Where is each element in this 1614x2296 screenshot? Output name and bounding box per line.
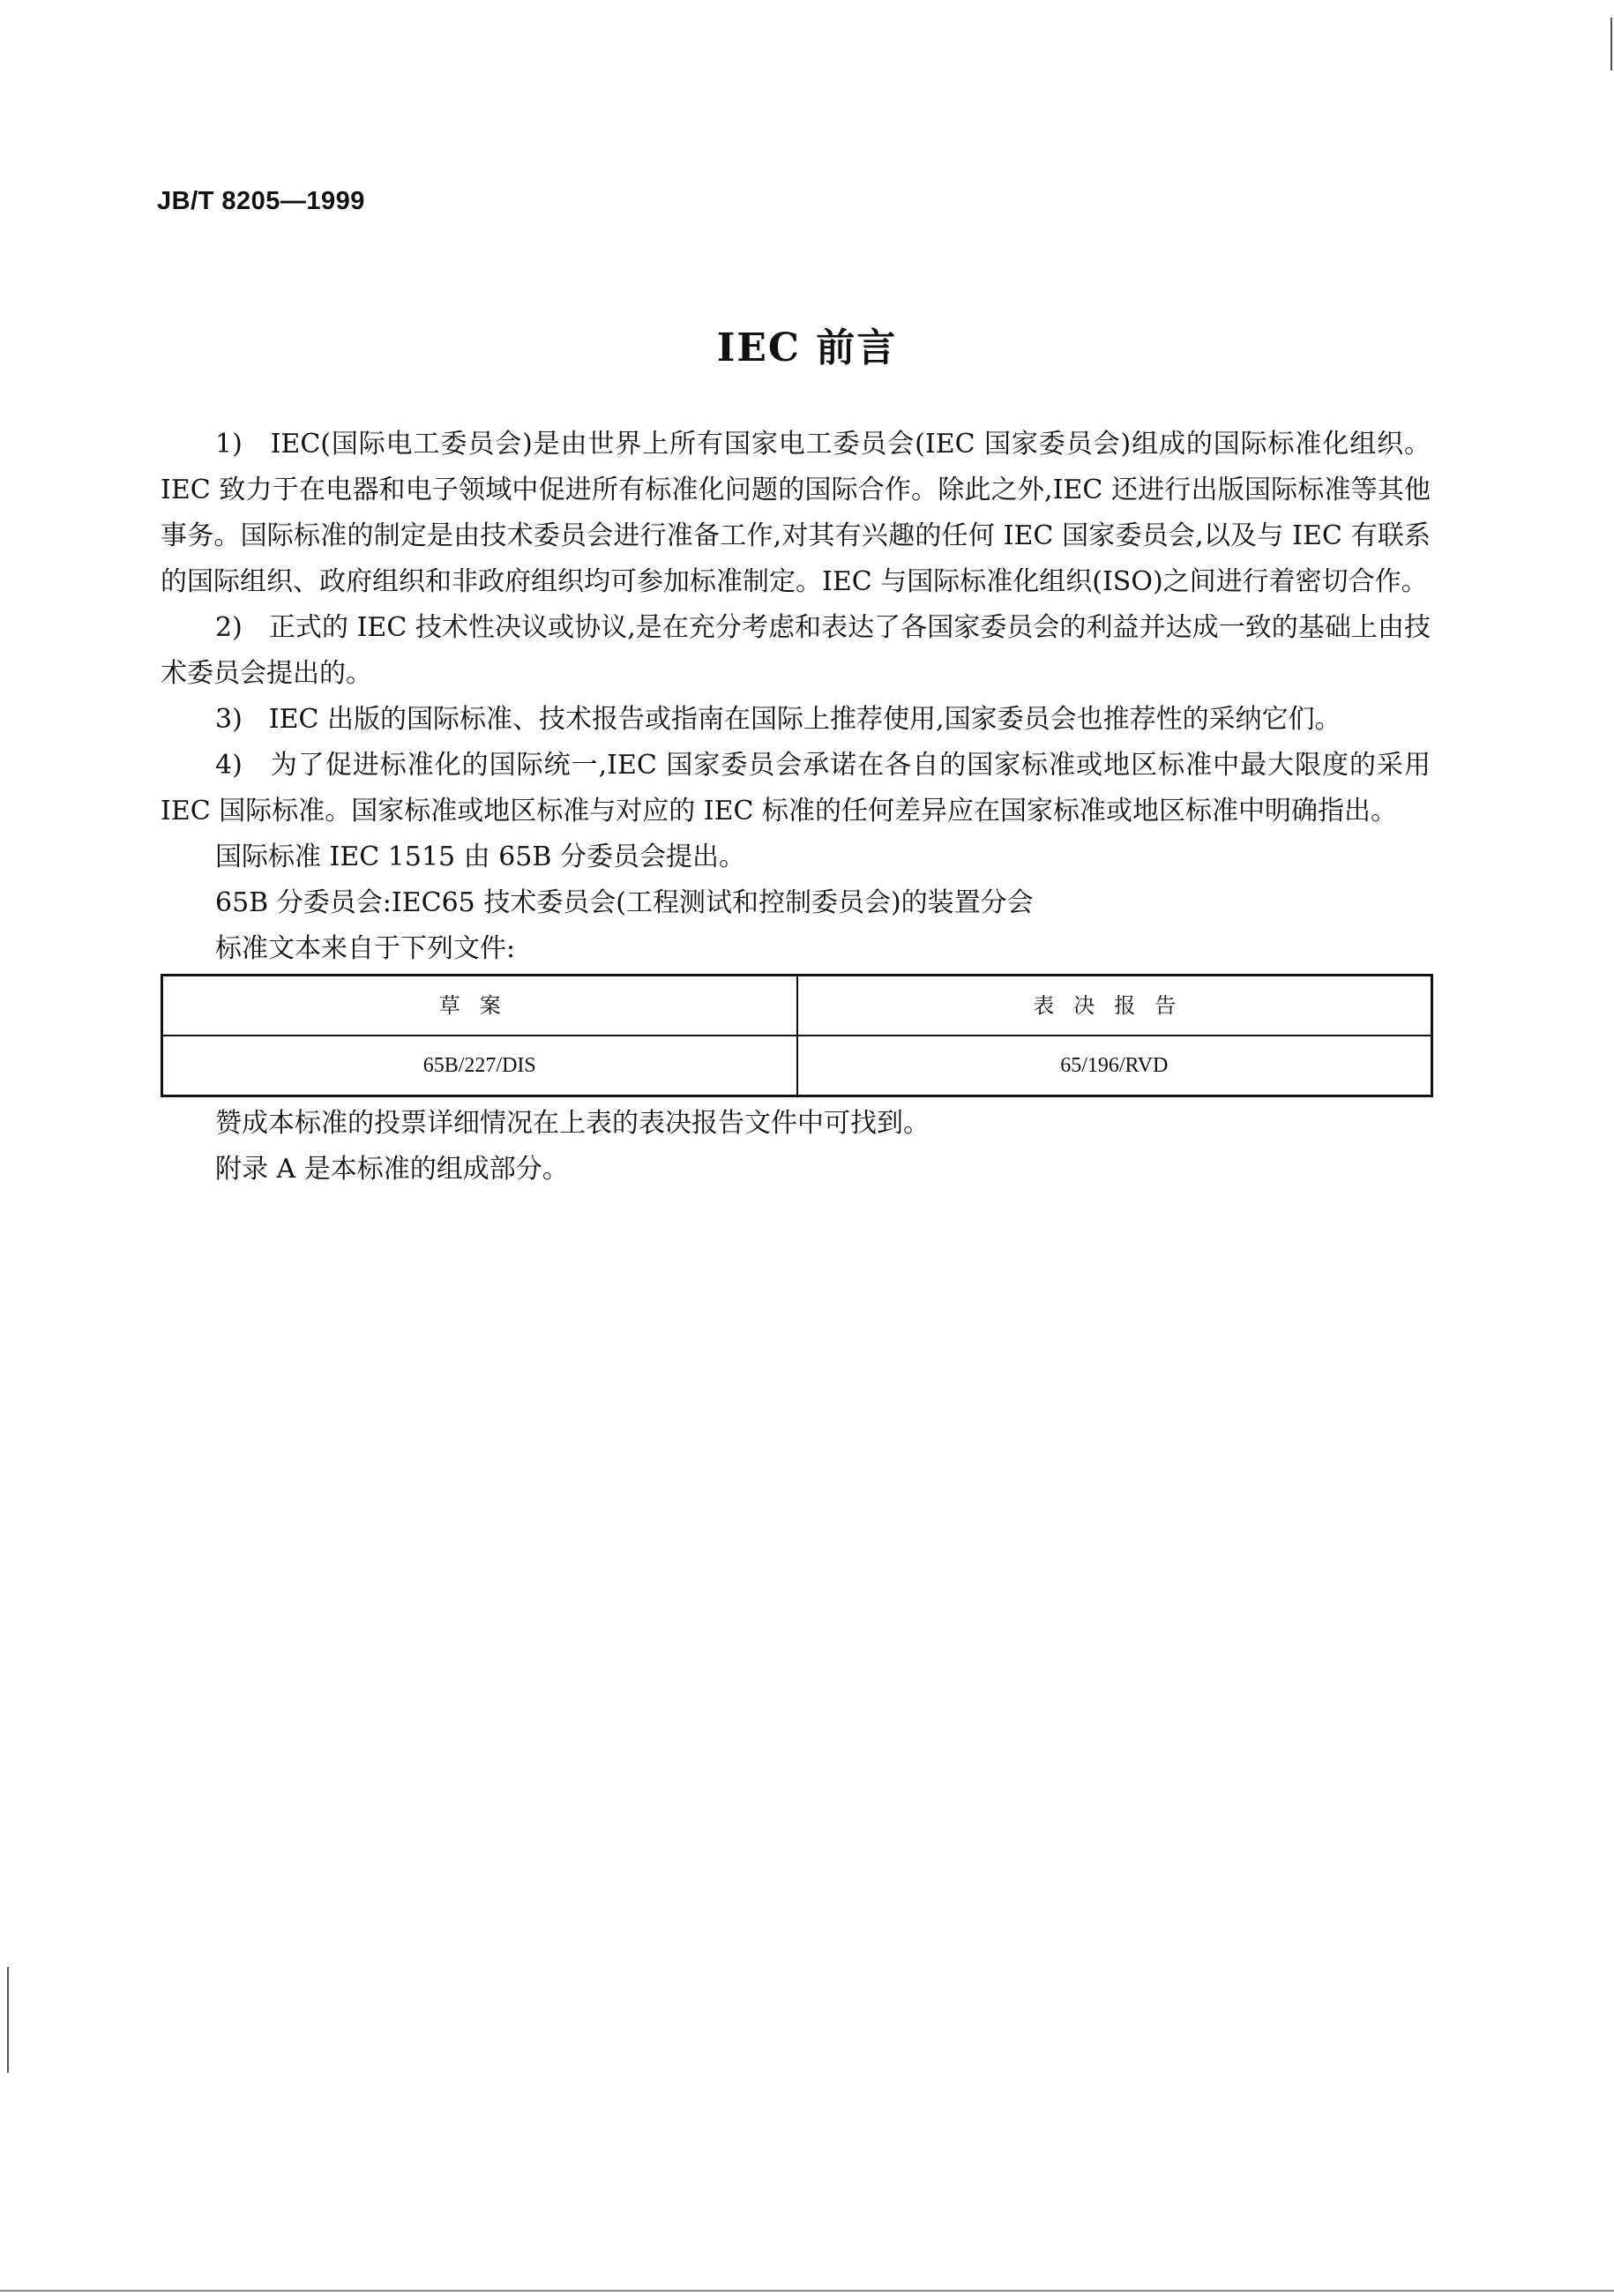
table-cell-draft: 65B/227/DIS xyxy=(162,1036,797,1096)
scan-bottom-rule xyxy=(0,2290,1614,2292)
source-docs-line: 标准文本来自于下列文件: xyxy=(215,933,516,964)
scan-edge-mark-left xyxy=(7,1967,9,2073)
page-title: IEC 前言 xyxy=(716,325,898,370)
table-header-draft: 草案 xyxy=(162,976,797,1036)
paragraph-4: 4) 为了促进标准化的国际统一,IEC 国家委员会承诺在各自的国家标准或地区标准中最大限度的采用 IEC 国际标准。国家标准或地区标准与对应的 IEC 标准的任何差异应在国家标准或地区标准中明确指出。 xyxy=(161,750,1431,826)
table-header-voting-report: 表决报告 xyxy=(797,976,1432,1036)
foreword-body xyxy=(161,422,1431,1193)
table-cell-voting-report: 65/196/RVD xyxy=(1060,1054,1169,1077)
standard-code: JB/T 8205—1999 xyxy=(157,187,365,215)
table-row xyxy=(162,1036,1432,1096)
documents-table xyxy=(161,974,1433,1097)
voting-details-line: 赞成本标准的投票详细情况在上表的表决报告文件中可找到。 xyxy=(215,1108,930,1139)
subcommittee-line: 65B 分委员会:IEC65 技术委员会(工程测试和控制委员会)的装置分会 xyxy=(215,887,1034,918)
paragraph-2: 2) 正式的 IEC 技术性决议或协议,是在充分考虑和表达了各国家委员会的利益并达成一致的基础上由技术委员会提出的。 xyxy=(161,612,1431,689)
annex-line: 附录 A 是本标准的组成部分。 xyxy=(215,1154,569,1185)
paragraph-3: 3) IEC 出版的国际标准、技术报告或指南在国际上推荐使用,国家委员会也推荐性的采纳它们。 xyxy=(215,704,1341,735)
scan-edge-mark-right xyxy=(1610,18,1612,71)
paragraph-1: 1) IEC(国际电工委员会)是由世界上所有国家电工委员会(IEC 国家委员会)组成的国际标准化组织。IEC 致力于在电器和电子领域中促进所有标准化问题的国际合作。除此之外,IEC 还进行出版国际标准等其他事务。国际标准的制定是由技术委员会进行准备工作,对其有兴趣的任何 IEC 国家委员会,以及与 IEC 有联系的国际组织、政府组织和非政府组织均可参加标准制定。IEC 与国际标准化组织(ISO)之间进行着密切合作。 xyxy=(161,429,1431,597)
table-header-row xyxy=(162,976,1432,1036)
proposal-line: 国际标准 IEC 1515 由 65B 分委员会提出。 xyxy=(215,841,745,872)
